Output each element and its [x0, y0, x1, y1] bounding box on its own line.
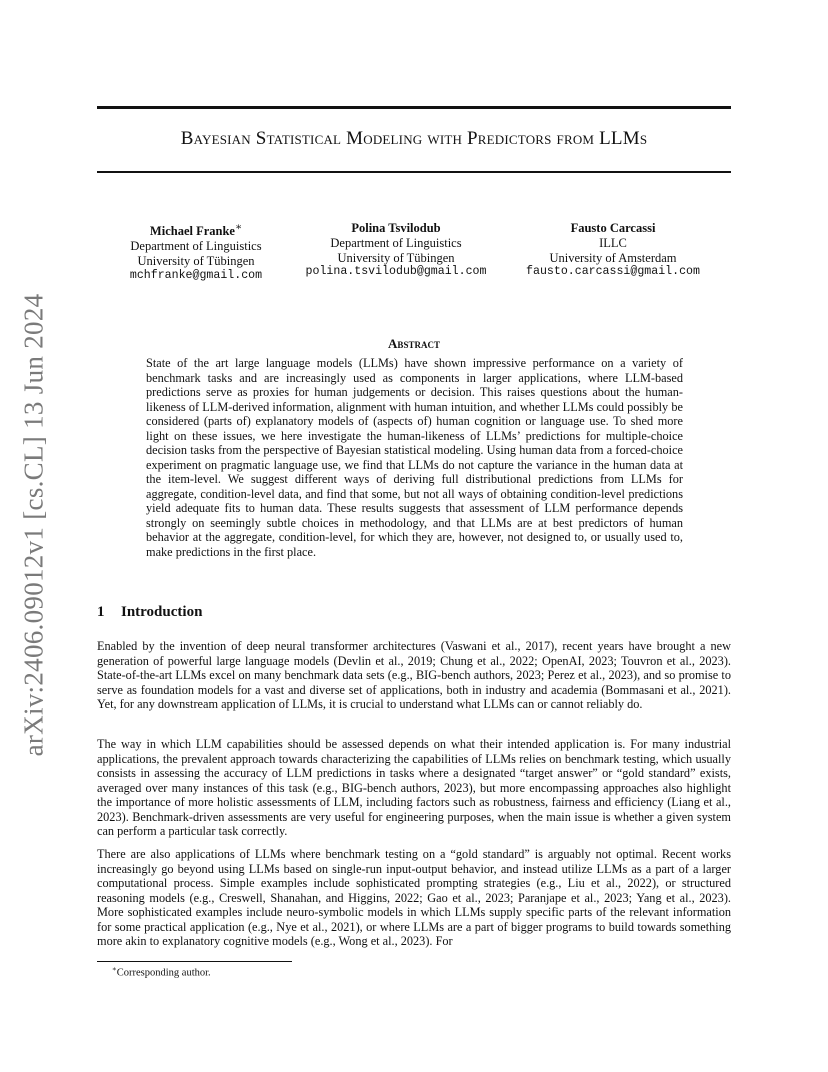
author-name: Polina Tsvilodub	[351, 221, 441, 235]
title-top-rule	[97, 106, 731, 109]
author-block	[96, 221, 296, 283]
author-name: Fausto Carcassi	[570, 221, 656, 235]
author-dept: Department of Linguistics	[130, 238, 262, 253]
section-title: Introduction	[121, 604, 203, 620]
section-number: 1	[97, 604, 105, 620]
author-email: fausto.carcassi@gmail.com	[526, 265, 700, 279]
author-affiliation: University of Tübingen	[137, 253, 255, 268]
author-block	[513, 221, 713, 280]
author-name: Michael Franke	[149, 224, 235, 239]
footnote-mark: ∗	[112, 965, 117, 973]
footnote-rule	[97, 961, 292, 962]
author-email: mchfranke@gmail.com	[129, 268, 263, 282]
body-paragraph: Enabled by the invention of deep neural transformer architectures (Vaswani et al., 2017), recent years have brought a new generation of powerful large language models (Devlin et al., 2019; Chung et al., 2022; OpenAI, 2023; Touvron et al., 2023). State-of-the-art LLMs excel on many benchmark data sets (e.g., BIG-bench authors, 2023; Perez et al., 2023), and so promise to serve as foundation models for a vast and diverse set of applications, both in industry and academia (Bommasani et al., 2021). Yet, for any downstream application of LLMs, it is crucial to understand what LLMs can or cannot reliably do.	[97, 639, 731, 711]
author-dept: ILLC	[599, 235, 627, 250]
paper-title: Bayesian Statistical Modeling with Predictors from LLMs	[180, 128, 648, 149]
footnote	[112, 965, 211, 979]
body-paragraph: There are also applications of LLMs where benchmark testing on a “gold standard” is arguably not optimal. Recent works increasingly go beyond using LLMs based on single-run input-output behavior, and instead utilize LLMs as a part of a larger computational process. Simple examples include sophisticated prompting strategies (e.g., Liu et al., 2022), or structured reasoning models (e.g., Creswell, Shanahan, and Higgins, 2022; Gao et al., 2023; Paranjape et al., 2023; Yang et al., 2023). More sophisticated examples include neuro-symbolic models in which LLMs supply specific parts of the relevant information for some practical application (e.g., Nye et al., 2021), or where LLMs are a part of bigger programs to build towards something more akin to explanatory cognitive models (e.g., Wong et al., 2023). For	[97, 847, 731, 948]
title-bottom-rule	[97, 171, 731, 173]
arxiv-stamp	[14, 290, 54, 760]
author-affiliation: University of Amsterdam	[549, 250, 677, 265]
body-paragraph: The way in which LLM capabilities should be assessed depends on what their intended application is. For many industrial applications, the prevalent approach towards characterizing the capabilities of LLMs relies on benchmark testing, which usually consists in assessing the accuracy of LLM predictions in tasks where a designated “target answer” or “gold standard” exists, averaged over many instances of this task (e.g., BIG-bench authors, 2023), but more encompassing approaches also highlight the importance of more holistic assessments of LLM, including factors such as robustness, fairness and efficiency (Liang et al., 2023). Benchmark-driven assessments are very useful for engineering purposes, when the main issue is whether a given system can perform a particular task correctly.	[97, 737, 731, 838]
author-dept: Department of Linguistics	[330, 235, 462, 250]
abstract-text: State of the art large language models (LLMs) have shown impressive performance on a variety of benchmark tasks and are increasingly used as components in larger applications, where LLM-based predictions serve as proxies for human judgements or decision. This raises questions about the human-likeness of LLM-derived information, alignment with human intuition, and whether LLMs could possibly be considered (parts of) explanatory models of (aspects of) human cognition or language use. To shed more light on these issues, we here investigate the human-likeness of LLMs’ predictions for multiple-choice decision tasks from the perspective of Bayesian statistical modeling. Using human data from a forced-choice experiment on pragmatic language use, we find that LLMs do not capture the variance in the human data at the item-level. We suggest different ways of deriving full distributional predictions from LLMs for aggregate, condition-level data, and find that some, but not all ways of obtaining condition-level predictions yield adequate fits to human data. These results suggests that assessment of LLM performance depends strongly on seemingly subtle choices in methodology, and that LLMs are at best predictors of human behavior at the aggregate, condition-level, for which they are, however, not designed to, or usually used to, make predictions in the first place.	[146, 356, 683, 559]
footnote-text: Corresponding author.	[116, 967, 211, 979]
footnote-mark: ∗	[234, 222, 243, 233]
section-heading	[97, 604, 202, 621]
abstract-heading: Abstract	[388, 336, 440, 351]
author-email: polina.tsvilodub@gmail.com	[305, 265, 487, 279]
arxiv-id: arXiv:2406.09012v1 [cs.CL] 13 Jun 2024	[18, 293, 49, 757]
author-block	[296, 221, 496, 280]
author-affiliation: University of Tübingen	[337, 250, 455, 265]
